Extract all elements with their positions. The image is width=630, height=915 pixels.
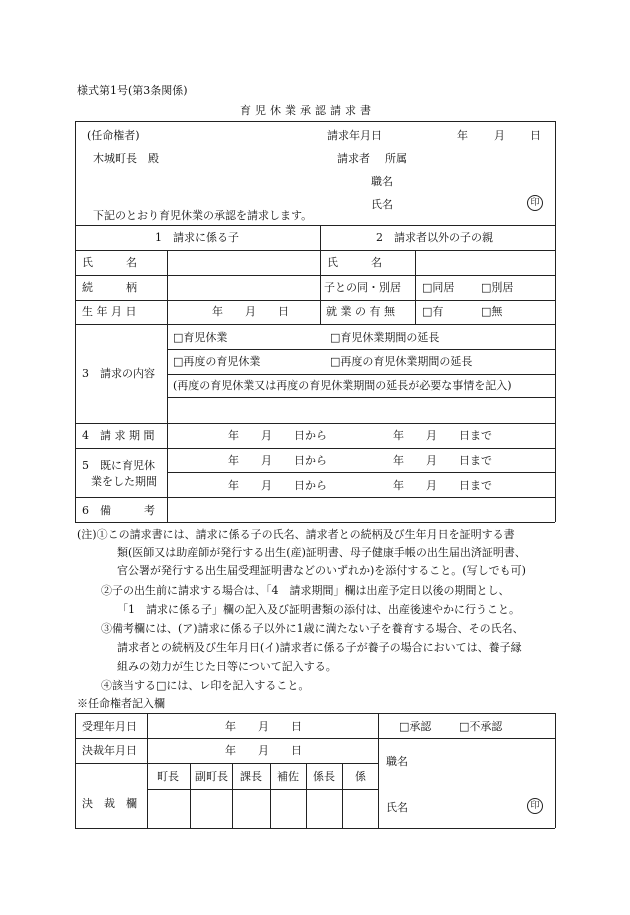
- section3-label: 3 請求の内容: [82, 367, 155, 380]
- cohabit-separate-checkbox[interactable]: □別居: [481, 281, 514, 294]
- requester-position-label: 職名: [371, 175, 393, 188]
- option-repeat-leave[interactable]: □再度の育児休業: [173, 355, 261, 368]
- note-line: 類(医師又は助産師が発行する出生(産)証明書、母子健康手帳の出生届出済証明書、: [117, 546, 526, 559]
- period-from: 年 月 日から: [228, 429, 327, 442]
- appointer-section-heading: ※任命権者記入欄: [77, 697, 165, 710]
- section5-label-line1: 5 既に育児休: [82, 459, 155, 472]
- prior-period2-to: 年 月 日まで: [393, 479, 492, 492]
- section3-note: (再度の育児休業又は再度の育児休業期間の延長が必要な事情を記入): [173, 379, 512, 392]
- leave-yes-checkbox[interactable]: □有: [422, 305, 444, 318]
- decided-date-value: 年 月 日: [225, 744, 302, 757]
- note-line: 請求者との続柄及び生年月日(イ)請求者に係る子が養子の場合においては、養子縁: [117, 641, 522, 654]
- request-date-year: 年: [457, 129, 468, 142]
- request-date-month: 月: [494, 129, 505, 142]
- appointer-label: (任命権者): [87, 129, 140, 142]
- received-date-label: 受理年月日: [82, 720, 137, 733]
- section6-label: 6 備 考: [82, 504, 155, 517]
- disapprove-checkbox[interactable]: □不承認: [459, 720, 503, 733]
- cohabit-same-checkbox[interactable]: □同居: [422, 281, 455, 294]
- prior-period2-from: 年 月 日から: [228, 479, 327, 492]
- child-name-label: 氏 名: [82, 256, 137, 269]
- cohabit-label: 子との同・別居: [324, 281, 401, 294]
- note-line: (注)①この請求書には、請求に係る子の氏名、請求者との続柄及び生年月日を証明する書: [77, 528, 515, 541]
- request-statement: 下記のとおり育児休業の承認を請求します。: [93, 209, 313, 222]
- approver-section-chief: 課長: [240, 770, 262, 783]
- leave-no-checkbox[interactable]: □無: [481, 305, 503, 318]
- child-relation-label: 続 柄: [82, 281, 137, 294]
- parent-name-label: 氏 名: [327, 256, 382, 269]
- option-childcare-leave[interactable]: □育児休業: [173, 331, 228, 344]
- approver-unit-chief: 係長: [313, 770, 335, 783]
- period-to: 年 月 日まで: [393, 429, 492, 442]
- child-birth-value: 年 月 日: [212, 305, 289, 318]
- section1-heading: 1 請求に係る子: [155, 231, 239, 244]
- decided-date-label: 決裁年月日: [82, 744, 137, 757]
- leave-label: 就 業 の 有 無: [326, 305, 395, 318]
- option-extension[interactable]: □育児休業期間の延長: [330, 331, 440, 344]
- note-line: 官公署が発行する出生届受理証明書などのいずれか)を添付すること。(写しでも可): [117, 564, 526, 577]
- appointer-name-label: 氏名: [386, 801, 408, 814]
- approve-checkbox[interactable]: □承認: [399, 720, 432, 733]
- prior-period1-from: 年 月 日から: [228, 454, 327, 467]
- note-line: ②子の出生前に請求する場合は、「4 請求期間」欄は出産予定日以後の期間とし、: [101, 584, 510, 597]
- section5-label-line2: 業をした期間: [91, 475, 157, 488]
- approver-staff: 係: [355, 770, 366, 783]
- section4-label: 4 請 求 期 間: [82, 429, 155, 442]
- form-title: 育児休業承認請求書: [240, 104, 375, 117]
- note-line: 組みの効力が生じた日等について記入する。: [117, 660, 337, 673]
- appointer-position-label: 職名: [386, 755, 408, 768]
- section2-heading: 2 請求者以外の子の親: [376, 231, 493, 244]
- requester-label: 請求者: [337, 152, 370, 165]
- seal-icon: 印: [527, 195, 543, 211]
- requester-name-label: 氏名: [371, 198, 393, 211]
- child-birth-label: 生 年 月 日: [82, 305, 137, 318]
- received-date-value: 年 月 日: [225, 720, 302, 733]
- prior-period1-to: 年 月 日まで: [393, 454, 492, 467]
- form-number: 様式第1号(第3条関係): [77, 84, 188, 97]
- approver-mayor: 町長: [157, 770, 179, 783]
- seal-icon: 印: [527, 798, 543, 814]
- note-line: ③備考欄には、(ア)請求に係る子以外に1歳に満たない子を養育する場合、その氏名、: [101, 622, 524, 635]
- request-date-label: 請求年月日: [327, 129, 382, 142]
- option-repeat-extension[interactable]: □再度の育児休業期間の延長: [330, 355, 473, 368]
- addressee: 木城町長 殿: [93, 152, 159, 165]
- note-line: ④該当する□には、レ印を記入すること。: [101, 679, 310, 692]
- request-date-day: 日: [530, 129, 541, 142]
- requester-dept-label: 所属: [385, 152, 407, 165]
- approver-deputy-mayor: 副町長: [195, 770, 228, 783]
- approver-assistant: 補佐: [277, 770, 299, 783]
- note-line: 「1 請求に係る子」欄の記入及び証明書類の添付は、出産後速やかに行うこと。: [117, 603, 520, 616]
- approval-column-label: 決 裁 欄: [82, 797, 137, 810]
